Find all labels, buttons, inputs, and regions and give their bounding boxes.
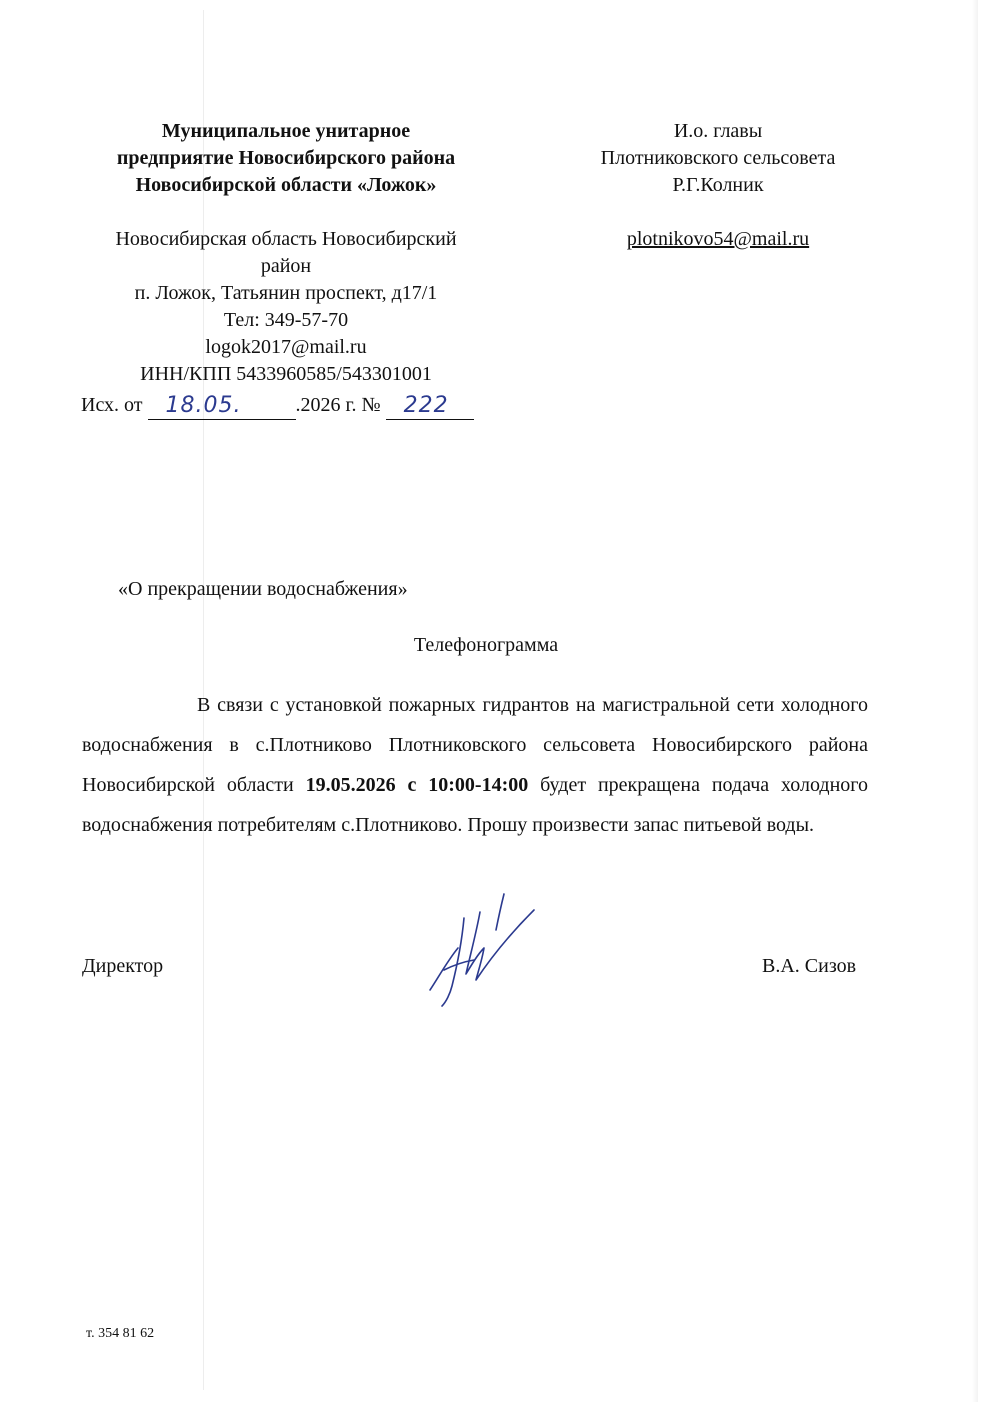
outgoing-prefix: Исх. от <box>81 394 143 416</box>
recipient-email-link[interactable]: plotnikovo54@mail.ru <box>626 228 810 250</box>
recipient-block <box>570 118 866 253</box>
sender-org-line: Новосибирской области «Ложок» <box>135 174 437 196</box>
outgoing-date-field <box>148 392 296 420</box>
document-type-heading: Телефонограмма <box>413 634 559 656</box>
outgoing-number-field <box>386 392 474 420</box>
body-text-part: будет прекращена подача холодного водоснабжения потребителям с.Плотниково. Прошу произвести запас питьевой воды. <box>82 774 869 836</box>
handwritten-signature <box>418 890 548 1010</box>
sender-organization <box>78 118 494 199</box>
signatory-title: Директор <box>82 955 164 977</box>
recipient-name: Р.Г.Колник <box>672 174 764 196</box>
handwritten-number: 222 <box>403 393 449 418</box>
sender-address <box>78 226 494 388</box>
body-date-time: 19.05.2026 с 10:00-14:00 <box>305 774 529 796</box>
letter-body <box>82 685 868 845</box>
sender-address-line: п. Ложок, Татьянин проспект, д17/1 <box>134 282 438 304</box>
sender-address-line: Новосибирская область Новосибирский <box>115 228 457 250</box>
outgoing-reference <box>81 392 474 420</box>
sender-email: logok2017@mail.ru <box>205 336 367 358</box>
body-text-part: В связи с установкой пожарных гидрантов на магистральной сети холодного водоснабжения в с.Плотниково Плотниковского сельсовета Новосибирского района Новосибирской области <box>82 694 868 796</box>
sender-inn-kpp: ИНН/КПП 5433960585/543301001 <box>140 363 432 385</box>
sender-org-line: Муниципальное унитарное <box>161 120 411 142</box>
sender-block <box>78 118 494 388</box>
sender-org-line: предприятие Новосибирского района <box>116 147 456 169</box>
sender-phone: Тел: 349-57-70 <box>223 309 349 331</box>
outgoing-year: .2026 г. № <box>295 394 381 416</box>
scan-edge-shadow <box>972 0 978 1402</box>
signatory-name: В.А. Сизов <box>762 955 857 977</box>
handwritten-date: 18.05. <box>165 393 242 418</box>
recipient-line: И.о. главы <box>673 120 763 142</box>
letter-subject: «О прекращении водоснабжения» <box>118 578 408 600</box>
recipient-line: Плотниковского сельсовета <box>600 147 836 169</box>
sender-address-line: район <box>260 255 312 277</box>
footer-phone: т. 354 81 62 <box>86 1326 155 1341</box>
